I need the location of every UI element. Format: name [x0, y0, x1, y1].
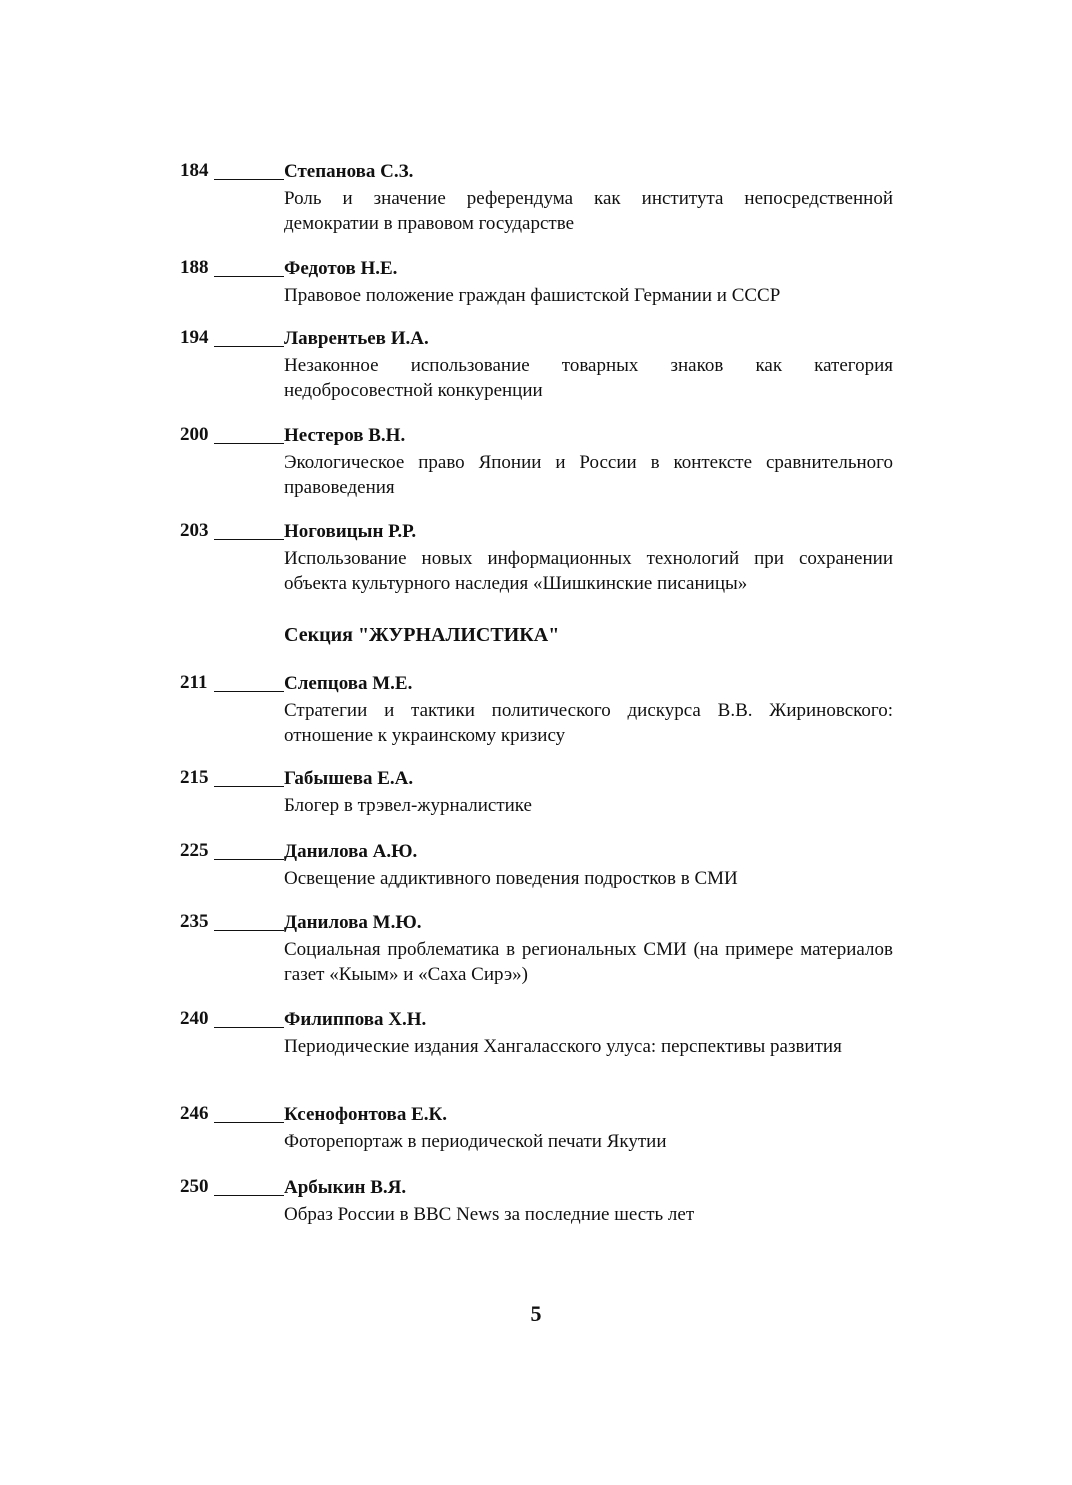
- author-name: Степанова С.З.: [284, 161, 414, 182]
- page-reference: 246: [180, 1103, 209, 1124]
- toc-entry: [180, 1008, 895, 1059]
- author-name: Арбыкин В.Я.: [284, 1177, 407, 1198]
- leader-line: [214, 691, 284, 692]
- author-name: Габышева Е.А.: [284, 768, 414, 789]
- article-title: Периодические издания Хангаласского улуса: перспективы развития: [284, 1036, 842, 1057]
- leader-line: [214, 786, 284, 787]
- toc-entry: [180, 1103, 895, 1154]
- toc-entry: [180, 911, 895, 987]
- toc-entry: [180, 257, 895, 308]
- leader-line: [214, 859, 284, 860]
- section-heading: Секция "ЖУРНАЛИСТИКА": [284, 624, 560, 646]
- page-reference: 188: [180, 257, 209, 278]
- toc-entry: [180, 840, 895, 891]
- page-reference: 184: [180, 160, 209, 181]
- author-name: Слепцова М.Е.: [284, 673, 413, 694]
- page-number: 5: [530, 1301, 542, 1326]
- page-reference: 240: [180, 1008, 209, 1029]
- author-name: Нестеров В.Н.: [284, 425, 406, 446]
- article-title: Использование новых информационных технологий при сохранении объекта культурного наследия «Шишкинские писаницы»: [284, 548, 893, 594]
- page-reference: 250: [180, 1176, 209, 1197]
- leader-line: [214, 1195, 284, 1196]
- author-name: Данилова А.Ю.: [284, 841, 418, 862]
- author-name: Данилова М.Ю.: [284, 912, 422, 933]
- page-reference: 235: [180, 911, 209, 932]
- author-name: Филиппова Х.Н.: [284, 1009, 427, 1030]
- toc-entry: [180, 1176, 895, 1227]
- toc-entry: [180, 424, 895, 500]
- article-title: Незаконное использование товарных знаков как категория недобросовестной конкуренции: [284, 355, 893, 401]
- author-name: Лаврентьев И.А.: [284, 328, 429, 349]
- article-title: Освещение аддиктивного поведения подростков в СМИ: [284, 868, 738, 889]
- leader-line: [214, 1122, 284, 1123]
- toc-entry: [180, 767, 895, 818]
- article-title: Стратегии и тактики политического дискурса В.В. Жириновского: отношение к украинскому кризису: [284, 700, 893, 746]
- article-title: Образ России в BBC News за последние шесть лет: [284, 1204, 695, 1225]
- author-name: Ксенофонтова Е.К.: [284, 1104, 448, 1125]
- article-title: Экологическое право Японии и России в контексте сравнительного правоведения: [284, 452, 893, 498]
- article-title: Правовое положение граждан фашистской Германии и СССР: [284, 285, 781, 306]
- page-reference: 211: [180, 672, 208, 693]
- page-reference: 225: [180, 840, 209, 861]
- article-title: Социальная проблематика в региональных СМИ (на примере материалов газет «Кыым» и «Саха Сирэ»): [284, 939, 893, 985]
- toc-entry: [180, 160, 895, 236]
- leader-line: [214, 276, 284, 277]
- leader-line: [214, 539, 284, 540]
- toc-entry: [180, 327, 895, 403]
- article-title: Блогер в трэвел-журналистике: [284, 795, 532, 816]
- leader-line: [214, 443, 284, 444]
- leader-line: [214, 930, 284, 931]
- author-name: Федотов Н.Е.: [284, 258, 398, 279]
- leader-line: [214, 1027, 284, 1028]
- page-reference: 194: [180, 327, 209, 348]
- toc-entry: [180, 672, 895, 748]
- leader-line: [214, 346, 284, 347]
- page-reference: 215: [180, 767, 209, 788]
- article-title: Роль и значение референдума как института непосредственной демократии в правовом государстве: [284, 188, 893, 234]
- author-name: Ноговицын Р.Р.: [284, 521, 417, 542]
- page-reference: 200: [180, 424, 209, 445]
- leader-line: [214, 179, 284, 180]
- toc-entry: [180, 520, 895, 596]
- article-title: Фоторепортаж в периодической печати Якутии: [284, 1131, 667, 1152]
- page-reference: 203: [180, 520, 209, 541]
